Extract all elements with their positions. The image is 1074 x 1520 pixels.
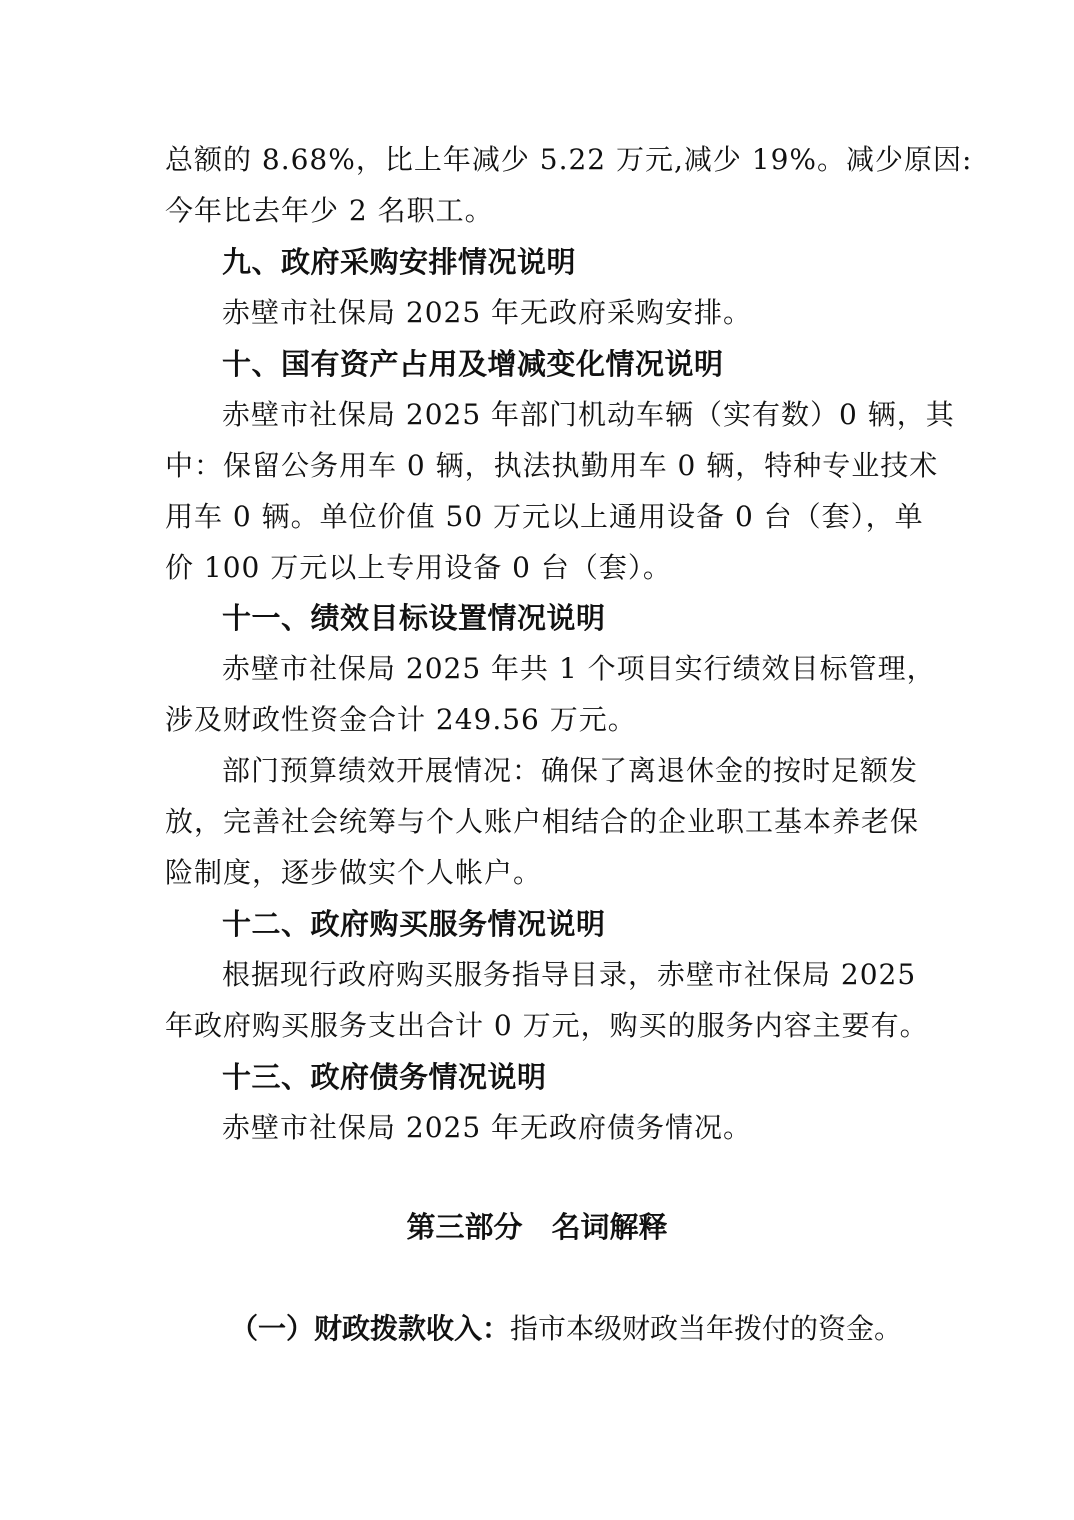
term-definition [230, 1311, 902, 1347]
paragraph-line: 赤壁市社保局 2025 年无政府债务情况。 [222, 1111, 753, 1144]
paragraph-line: 今年比去年少 2 名职工。 [165, 194, 494, 227]
term-label: （一）财政拨款收入： [230, 1312, 511, 1345]
section-heading-11: 十一、绩效目标设置情况说明 [222, 601, 606, 635]
paragraph-line: 根据现行政府购买服务指导目录，赤壁市社保局 2025 [222, 958, 917, 991]
section-heading-9: 九、政府采购安排情况说明 [222, 245, 577, 279]
part-title: 第三部分 名词解释 [406, 1210, 668, 1244]
section-heading-12: 十二、政府购买服务情况说明 [222, 907, 606, 941]
paragraph-line: 年政府购买服务支出合计 0 万元，购买的服务内容主要有。 [165, 1009, 929, 1042]
section-heading-13: 十三、政府债务情况说明 [222, 1060, 547, 1094]
term-text: 指市本级财政当年拨付的资金。 [510, 1312, 903, 1345]
paragraph-line: 总额的 8.68%，比上年减少 5.22 万元,减少 19%。减少原因: [165, 143, 973, 176]
paragraph-line: 涉及财政性资金合计 249.56 万元。 [165, 703, 637, 736]
paragraph-line: 赤壁市社保局 2025 年无政府采购安排。 [222, 296, 753, 329]
paragraph-line: 赤壁市社保局 2025 年部门机动车辆（实有数）0 辆，其 [222, 398, 955, 431]
paragraph-line: 放，完善社会统筹与个人账户相结合的企业职工基本养老保 [165, 805, 920, 838]
paragraph-line: 中：保留公务用车 0 辆，执法执勤用车 0 辆，特种专业技术 [165, 449, 939, 482]
paragraph-line: 部门预算绩效开展情况：确保了离退休金的按时足额发 [222, 754, 919, 787]
paragraph-line: 价 100 万元以上专用设备 0 台（套）。 [165, 551, 672, 584]
paragraph-line: 用车 0 辆。单位价值 50 万元以上通用设备 0 台（套），单 [165, 500, 924, 533]
section-heading-10: 十、国有资产占用及增减变化情况说明 [222, 347, 724, 381]
paragraph-line: 险制度，逐步做实个人帐户。 [165, 856, 543, 889]
paragraph-line: 赤壁市社保局 2025 年共 1 个项目实行绩效目标管理， [222, 652, 936, 685]
